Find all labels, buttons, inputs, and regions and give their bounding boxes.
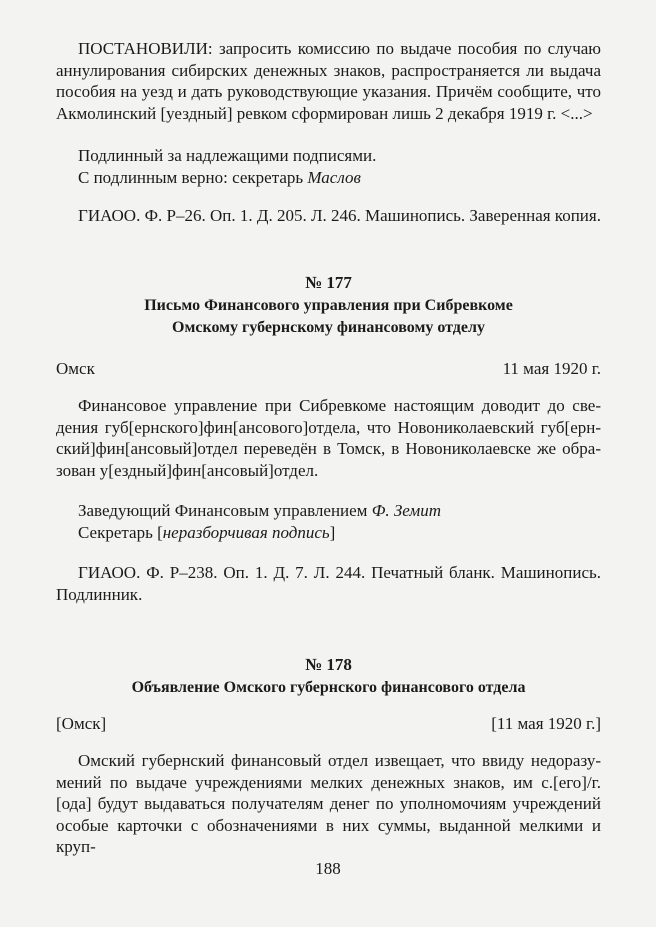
document-178-number: № 178: [305, 655, 352, 674]
certification-secretary-line: [78, 167, 623, 189]
text-line: зован у[ездный]фин[ансовый]отдел.: [56, 460, 319, 480]
signature-head: [78, 500, 623, 522]
signature-title: Заведующий Финансовым управлением: [78, 501, 372, 520]
title-line: Письмо Финансового управления при Сибревкоме: [144, 297, 513, 314]
signature-secretary: [78, 522, 623, 544]
text-line: ПОСТАНОВИЛИ: запросить комиссию по выдаче пособия по случаю: [78, 39, 601, 58]
text-line: [ода] будут выдаваться получателям денег по уполномочиям учреждений: [56, 794, 601, 813]
secretary-name: Маслов: [307, 167, 361, 187]
date: 11 мая 1920 г.: [502, 359, 601, 378]
text-line: ГИАОО. Ф. Р–238. Оп. 1. Д. 7. Л. 244. Печатный бланк. Машинопись.: [78, 563, 601, 582]
page-number: 188: [315, 859, 341, 878]
archive-source-2: [56, 562, 601, 605]
document-177-place-date: [56, 358, 601, 380]
title-line: Омскому губернскому финансовому отделу: [172, 318, 485, 336]
resolution-paragraph: [56, 38, 601, 124]
certification-block: [56, 145, 623, 188]
text-line: мений по выдаче учреждениями мелких денежных знаков, им с.[его]/г.: [56, 772, 601, 792]
signature-name: Ф. Земит: [371, 501, 442, 520]
text-line: Акмолинский [уездный] ревком сформирован лишь 2 декабря 1919 г. <...>: [56, 103, 593, 123]
text-line: ский]фин[ансовый]отдел переведён в Томск, в Новониколаевске же обра-: [56, 439, 601, 458]
place: [Омск]: [56, 714, 107, 733]
date: [11 мая 1920 г.]: [491, 714, 601, 733]
certification-prefix: С подлинным верно: секретарь: [78, 167, 308, 187]
text-line: Подлинник.: [56, 584, 143, 604]
place: Омск: [56, 359, 95, 378]
document-177-signatures: [56, 500, 623, 543]
text-line: особые карточки с обозначениями в них суммы, выданной мелкими и круп-: [56, 815, 601, 856]
document-178-place-date: [56, 713, 601, 735]
signature-title: Секретарь [: [78, 522, 163, 542]
document-177-title: [56, 295, 601, 338]
text-line: Финансовое управление при Сибревкоме настоящим доводит до све-: [78, 396, 601, 415]
document-178-title: Объявление Омского губернского финансового отдела: [131, 679, 526, 696]
signature-note: неразборчивая подпись: [162, 522, 330, 542]
text-line: пособия на уезд и дать руководствующие указания. Причём сообщите, что: [56, 82, 601, 101]
text-line: аннулирования сибирских денежных знаков, распространяется ли выдача: [56, 60, 601, 80]
document-178-body: [56, 750, 601, 858]
document-177-number: № 177: [305, 273, 352, 292]
bracket: ]: [329, 522, 336, 542]
document-177-body: [56, 395, 601, 481]
text-line: дения губ[ернского]фин[ансового]отдела, что Новониколаевский губ[ерн-: [56, 417, 601, 437]
archive-source-1: ГИАОО. Ф. Р–26. Оп. 1. Д. 205. Л. 246. Машинопись. Заверенная копия.: [78, 206, 601, 225]
certification-line: Подлинный за надлежащими подписями.: [78, 146, 377, 165]
text-line: Омский губернский финансовый отдел извещает, что ввиду недоразу-: [78, 751, 601, 770]
